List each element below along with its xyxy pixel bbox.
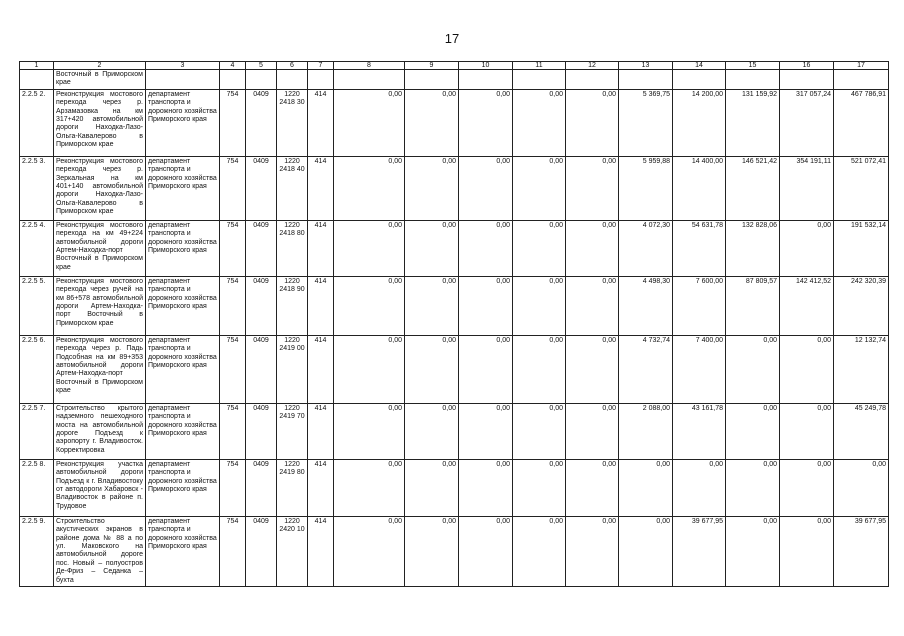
table-cell: 0,00: [334, 89, 405, 156]
table-cell: 0,00: [334, 156, 405, 220]
table-cell: 0,00: [619, 516, 673, 586]
table-cell: 0,00: [566, 459, 619, 516]
column-number: 14: [673, 62, 726, 70]
table-cell: 2.2.5 4.: [20, 220, 54, 276]
column-number: 16: [780, 62, 834, 70]
table-cell: 4 498,30: [619, 276, 673, 335]
table-cell: 2.2.5 3.: [20, 156, 54, 220]
table-row: [20, 89, 889, 156]
table-cell: 521 072,41: [834, 156, 889, 220]
table-cell: 2.2.5 8.: [20, 459, 54, 516]
table-cell: 414: [308, 89, 334, 156]
table-cell: Строительство акустических экранов в районе дома № 88 а по ул. Маковского на автомобильной дороге пос. Новый – полуостров Де-Фриз – Седанка – бухта: [54, 516, 146, 586]
table-cell: [146, 70, 220, 90]
table-cell: 1220 2418 30: [277, 89, 308, 156]
table-cell: 414: [308, 220, 334, 276]
column-number: 12: [566, 62, 619, 70]
table-cell: 2.2.5 2.: [20, 89, 54, 156]
table-row: [20, 516, 889, 586]
table-cell: 754: [220, 403, 246, 459]
table-cell: [619, 70, 673, 90]
column-number: 4: [220, 62, 246, 70]
table-cell: 754: [220, 459, 246, 516]
column-number: 17: [834, 62, 889, 70]
table-cell: 0,00: [405, 403, 459, 459]
table-cell: 43 161,78: [673, 403, 726, 459]
table-cell: [405, 70, 459, 90]
table-cell: 0,00: [405, 89, 459, 156]
table-cell: 754: [220, 220, 246, 276]
table-cell: департамент транспорта и дорожного хозяйства Приморского края: [146, 335, 220, 403]
budget-table: [19, 61, 889, 587]
column-number: 8: [334, 62, 405, 70]
table-cell: 0,00: [405, 276, 459, 335]
table-cell: 54 631,78: [673, 220, 726, 276]
table-cell: 14 200,00: [673, 89, 726, 156]
table-row: [20, 70, 889, 90]
table-cell: 0,00: [405, 156, 459, 220]
table-cell: Реконструкция мостового перехода через р. Падь Подсобная на км 89+353 автомобильной дороги Артем-Находка-порт Восточный в Приморском крае: [54, 335, 146, 403]
table-cell: 0,00: [780, 403, 834, 459]
table-cell: 0,00: [334, 276, 405, 335]
table-cell: 0409: [246, 459, 277, 516]
table-cell: [566, 70, 619, 90]
table-cell: 146 521,42: [726, 156, 780, 220]
column-number: 9: [405, 62, 459, 70]
table-cell: 0409: [246, 403, 277, 459]
table-cell: 414: [308, 459, 334, 516]
column-number: 2: [54, 62, 146, 70]
table-row: [20, 156, 889, 220]
table-cell: 0,00: [566, 335, 619, 403]
table-cell: 754: [220, 276, 246, 335]
table-cell: 0,00: [566, 403, 619, 459]
table-cell: 0,00: [405, 220, 459, 276]
table-cell: 2.2.5 5.: [20, 276, 54, 335]
table-cell: [834, 70, 889, 90]
table-cell: 0,00: [566, 516, 619, 586]
table-cell: 191 532,14: [834, 220, 889, 276]
table-cell: 4 072,30: [619, 220, 673, 276]
table-cell: 0,00: [780, 335, 834, 403]
column-number: 11: [513, 62, 566, 70]
table-cell: 1220 2418 90: [277, 276, 308, 335]
table-cell: 0,00: [513, 156, 566, 220]
column-number: 7: [308, 62, 334, 70]
table-cell: 0,00: [459, 156, 513, 220]
table-cell: 414: [308, 516, 334, 586]
table-cell: 0,00: [513, 276, 566, 335]
table-cell: [246, 70, 277, 90]
table-cell: 0,00: [405, 459, 459, 516]
table-cell: 0,00: [459, 220, 513, 276]
table-cell: 45 249,78: [834, 403, 889, 459]
table-cell: 754: [220, 516, 246, 586]
table-cell: 0,00: [459, 403, 513, 459]
table-cell: 754: [220, 89, 246, 156]
table-cell: 354 191,11: [780, 156, 834, 220]
table-cell: [780, 70, 834, 90]
table-row: [20, 276, 889, 335]
table-cell: Реконструкция участка автомобильной дороги Подъезд к г. Владивостоку от автодороги Хабаровск - Владивосток в районе п. Трудовое: [54, 459, 146, 516]
table-cell: 0,00: [334, 459, 405, 516]
column-number: 13: [619, 62, 673, 70]
table-cell: департамент транспорта и дорожного хозяйства Приморского края: [146, 156, 220, 220]
table-cell: 754: [220, 335, 246, 403]
table-cell: 0,00: [726, 516, 780, 586]
table-cell: Строительство крытого надземного пешеходного моста на автомобильной дороге Подъезд к аэропорту г. Владивосток. Корректировка: [54, 403, 146, 459]
table-cell: 0409: [246, 516, 277, 586]
page-number: 17: [444, 31, 460, 46]
column-number: 6: [277, 62, 308, 70]
table-cell: [277, 70, 308, 90]
table-cell: 14 400,00: [673, 156, 726, 220]
table-cell: 1220 2419 70: [277, 403, 308, 459]
table-cell: 2.2.5 9.: [20, 516, 54, 586]
table-cell: 0409: [246, 220, 277, 276]
table-cell: [459, 70, 513, 90]
table-cell: 1220 2420 10: [277, 516, 308, 586]
table-cell: 131 159,92: [726, 89, 780, 156]
table-cell: департамент транспорта и дорожного хозяйства Приморского края: [146, 459, 220, 516]
column-number: 15: [726, 62, 780, 70]
table-cell: 1220 2419 80: [277, 459, 308, 516]
table-cell: 467 786,91: [834, 89, 889, 156]
table-cell: 1220 2418 80: [277, 220, 308, 276]
table-cell: 414: [308, 276, 334, 335]
table-cell: 2.2.5 6.: [20, 335, 54, 403]
table-cell: [673, 70, 726, 90]
table-cell: 7 600,00: [673, 276, 726, 335]
table-row: [20, 459, 889, 516]
table-cell: департамент транспорта и дорожного хозяйства Приморского края: [146, 89, 220, 156]
column-number: 5: [246, 62, 277, 70]
table-cell: Реконструкция мостового перехода через р. Арзамазовка на км 317+420 автомобильной дороги Находка-Лазо-Ольга-Кавалерово в Приморском крае: [54, 89, 146, 156]
column-number: 10: [459, 62, 513, 70]
column-number: 3: [146, 62, 220, 70]
table-cell: Реконструкция мостового перехода через р. Зеркальная на км 401+140 автомобильной дороги Находка-Лазо-Ольга-Кавалерово в Приморском крае: [54, 156, 146, 220]
table-cell: [726, 70, 780, 90]
table-cell: 0,00: [619, 459, 673, 516]
table-cell: 754: [220, 156, 246, 220]
table-cell: 0,00: [566, 89, 619, 156]
table-cell: департамент транспорта и дорожного хозяйства Приморского края: [146, 276, 220, 335]
table-cell: 132 828,06: [726, 220, 780, 276]
table-cell: департамент транспорта и дорожного хозяйства Приморского края: [146, 516, 220, 586]
table-cell: Реконструкция мостового перехода через ручей на км 86+578 автомобильной дороги Артем-Находка-порт Восточный в Приморском крае: [54, 276, 146, 335]
table-cell: 0409: [246, 89, 277, 156]
table-cell: 0,00: [405, 516, 459, 586]
table-cell: 0,00: [513, 220, 566, 276]
table-cell: 0409: [246, 156, 277, 220]
table-cell: 317 057,24: [780, 89, 834, 156]
table-cell: 0409: [246, 276, 277, 335]
table-cell: 0,00: [513, 403, 566, 459]
table-cell: 0,00: [513, 335, 566, 403]
table-cell: 0409: [246, 335, 277, 403]
table-cell: 0,00: [405, 335, 459, 403]
table-cell: [308, 70, 334, 90]
table-row: [20, 403, 889, 459]
table-cell: 0,00: [459, 516, 513, 586]
table-cell: 0,00: [780, 459, 834, 516]
table-cell: 0,00: [726, 403, 780, 459]
table-cell: [334, 70, 405, 90]
table-cell: 414: [308, 156, 334, 220]
table-cell: 0,00: [780, 516, 834, 586]
table-row: [20, 335, 889, 403]
table-cell: 5 959,88: [619, 156, 673, 220]
table-cell: [220, 70, 246, 90]
table-cell: 12 132,74: [834, 335, 889, 403]
table-cell: 0,00: [780, 220, 834, 276]
table-cell: 0,00: [513, 89, 566, 156]
table-cell: 0,00: [459, 335, 513, 403]
table-cell: 0,00: [334, 403, 405, 459]
table-cell: 4 732,74: [619, 335, 673, 403]
table-cell: 142 412,52: [780, 276, 834, 335]
table-cell: 0,00: [334, 220, 405, 276]
table-cell: 5 369,75: [619, 89, 673, 156]
table-cell: 39 677,95: [834, 516, 889, 586]
table-cell: 0,00: [673, 459, 726, 516]
table-cell: [513, 70, 566, 90]
table-cell: 87 809,57: [726, 276, 780, 335]
table-cell: департамент транспорта и дорожного хозяйства Приморского края: [146, 220, 220, 276]
table-cell: 39 677,95: [673, 516, 726, 586]
table-cell: 414: [308, 403, 334, 459]
table-cell: департамент транспорта и дорожного хозяйства Приморского края: [146, 403, 220, 459]
table-cell: 0,00: [459, 459, 513, 516]
table-cell: 1220 2418 40: [277, 156, 308, 220]
table-cell: 2 088,00: [619, 403, 673, 459]
table-cell: 0,00: [459, 89, 513, 156]
table-cell: 0,00: [513, 459, 566, 516]
table-cell: 1220 2419 00: [277, 335, 308, 403]
table-cell: 242 320,39: [834, 276, 889, 335]
table-cell: 0,00: [566, 220, 619, 276]
column-number-row: [20, 62, 889, 70]
table-cell: 0,00: [334, 335, 405, 403]
table-cell: 0,00: [334, 516, 405, 586]
table-cell: 0,00: [834, 459, 889, 516]
table-cell: 2.2.5 7.: [20, 403, 54, 459]
table-cell: 0,00: [513, 516, 566, 586]
table-cell: 7 400,00: [673, 335, 726, 403]
table-cell: Восточный в Приморском крае: [54, 70, 146, 90]
table-cell: 0,00: [566, 156, 619, 220]
table-cell: [20, 70, 54, 90]
table-cell: 0,00: [726, 459, 780, 516]
table-cell: 0,00: [459, 276, 513, 335]
table-row: [20, 220, 889, 276]
table-cell: 0,00: [726, 335, 780, 403]
table-cell: 414: [308, 335, 334, 403]
table-cell: Реконструкция мостового перехода на км 49+224 автомобильной дороги Артем-Находка-порт Восточный в Приморском крае: [54, 220, 146, 276]
column-number: 1: [20, 62, 54, 70]
table-cell: 0,00: [566, 276, 619, 335]
